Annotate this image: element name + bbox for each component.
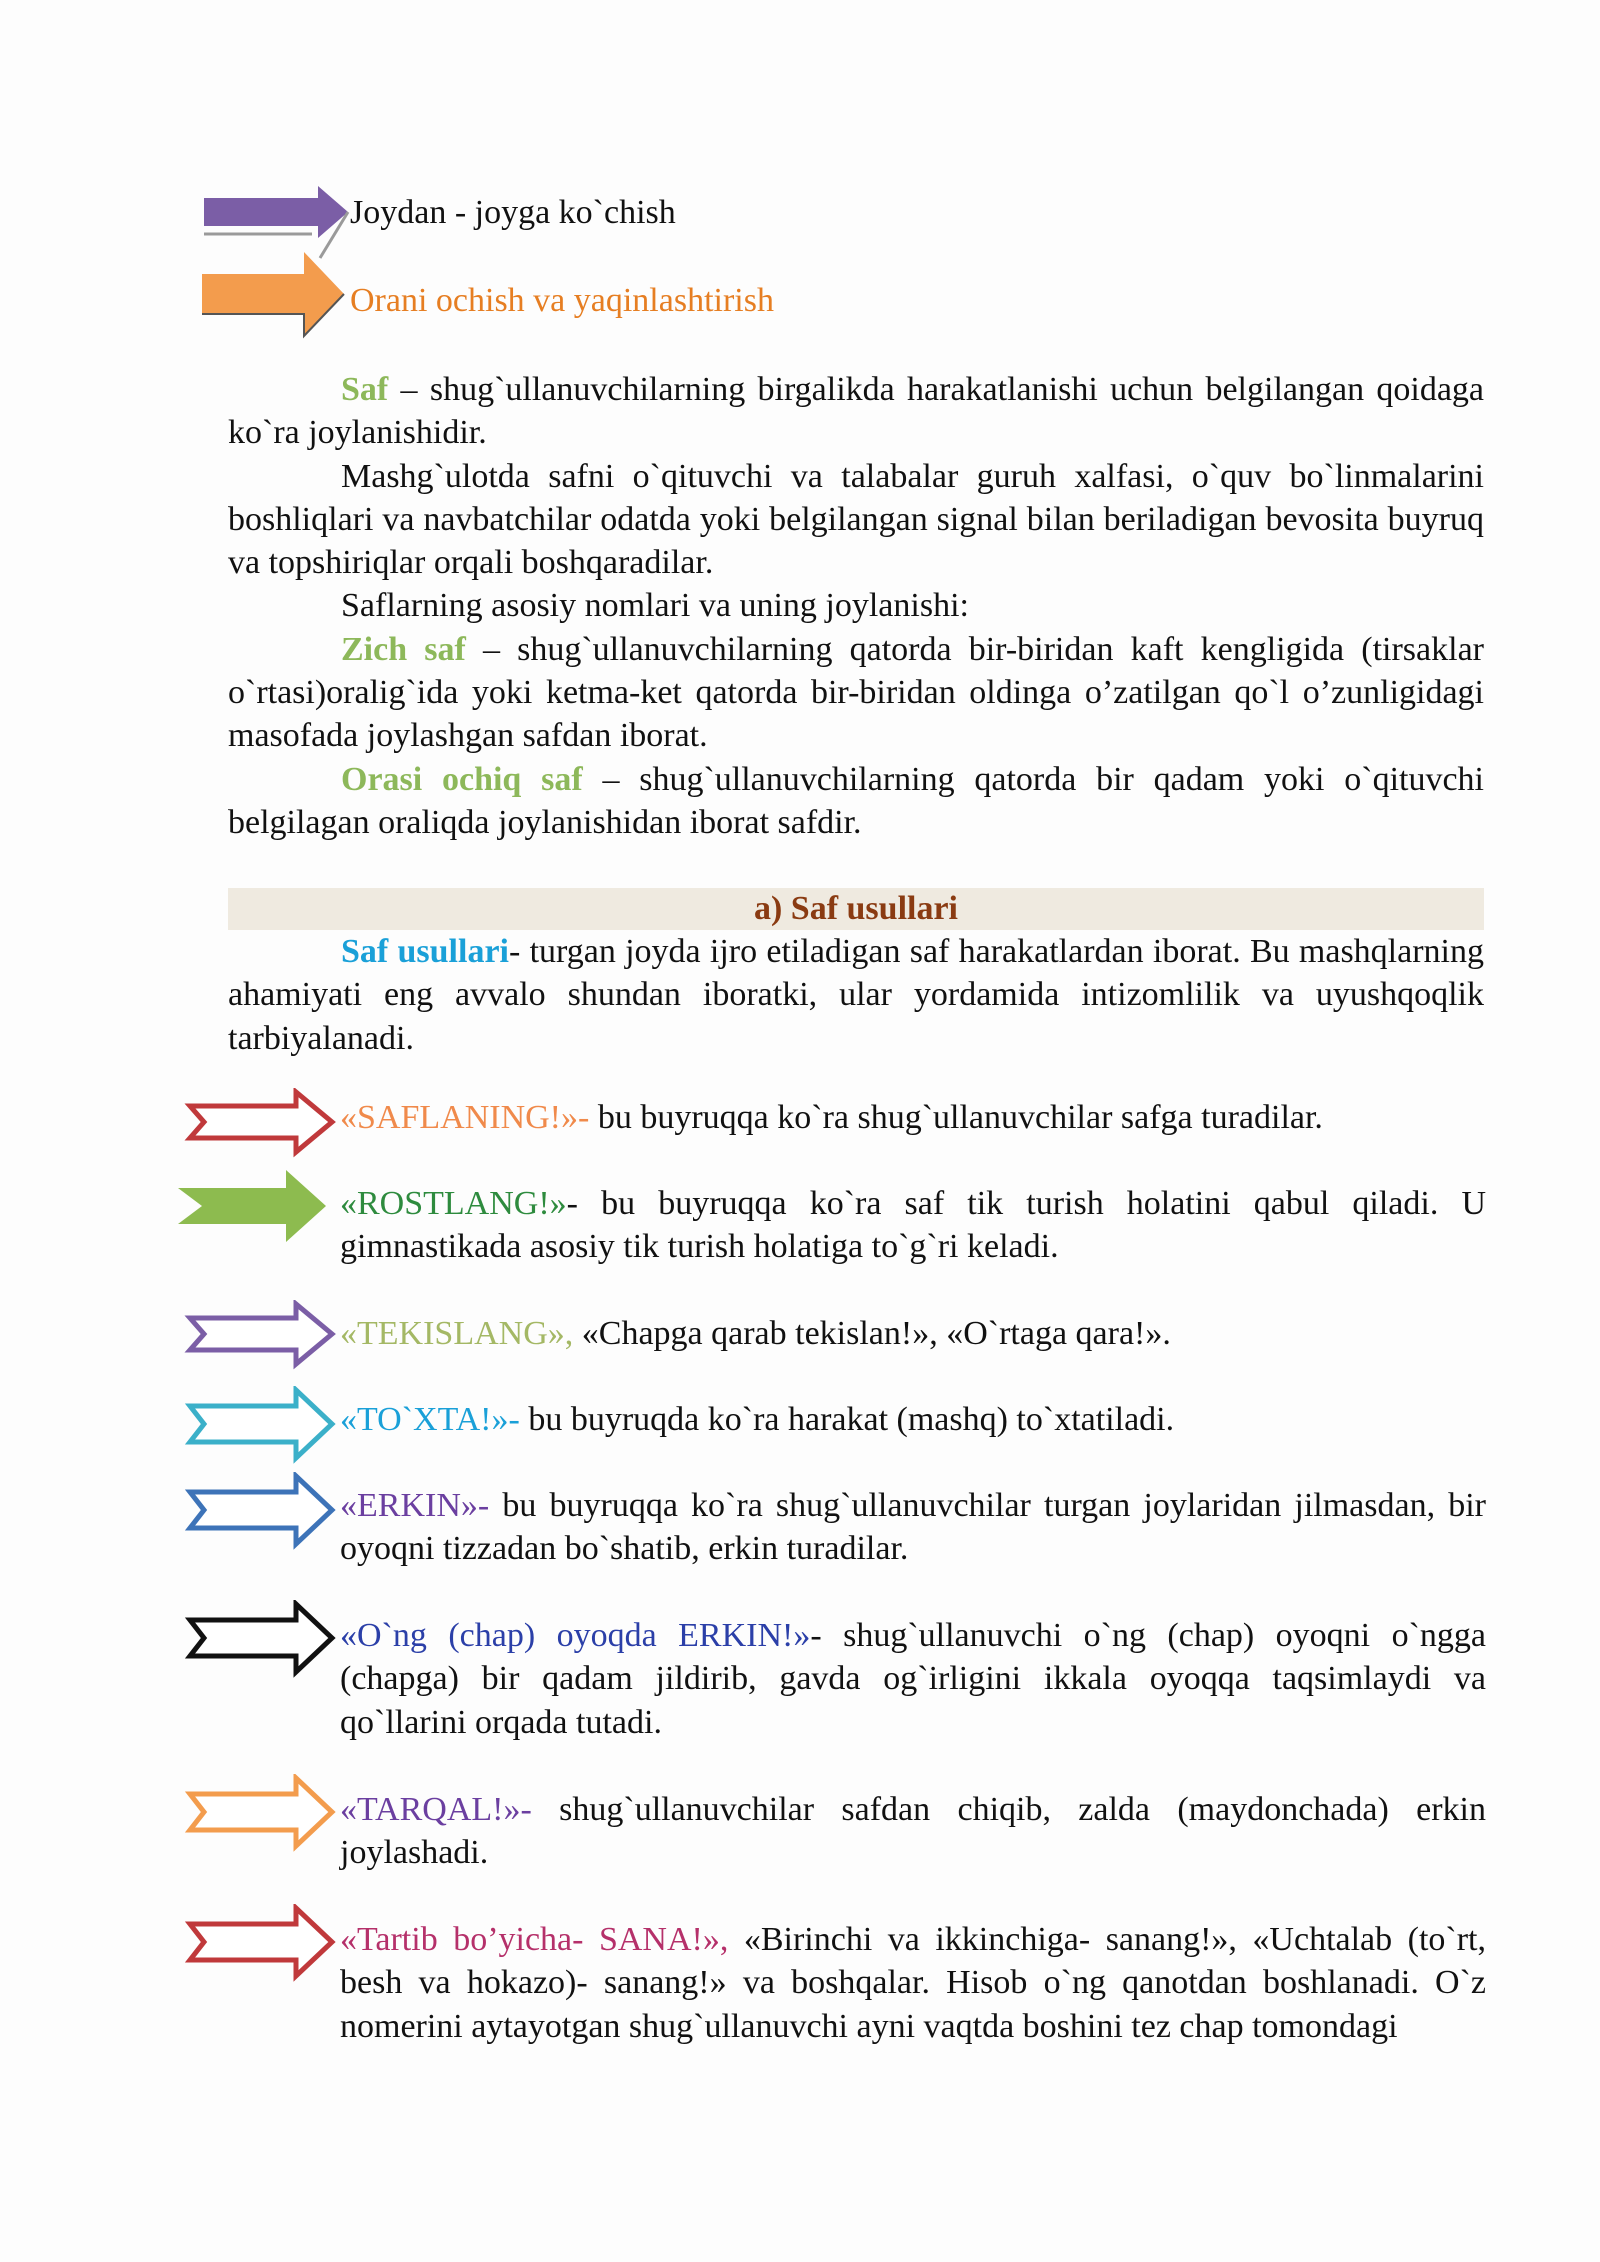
command-text xyxy=(340,1484,1486,1571)
red-outline-arrow-icon-2 xyxy=(176,1904,336,1984)
command-label: «TARQAL!»- xyxy=(340,1791,532,1828)
teal-outline-arrow-icon xyxy=(176,1386,336,1466)
command-description: bu buyruqqa ko`ra shug`ullanuvchilar safga turadilar. xyxy=(589,1099,1323,1136)
section-intro xyxy=(228,930,1484,1060)
black-outline-arrow-icon xyxy=(176,1600,336,1680)
command-item-toxta xyxy=(176,1398,1486,1498)
command-item-tartib-sana xyxy=(176,1918,1486,2058)
paragraph-saf-definition xyxy=(228,368,1484,455)
command-item-erkin xyxy=(176,1484,1486,1584)
command-description: - shug`ullanuvchi o`ng (chap) oyoqni o`ngga (chapga) bir qadam jildirib, gavda og`irligini ikkala oyoqqa taqsimlaydi va qo`llarini orqada tutadi. xyxy=(340,1617,1486,1741)
term-saf: Saf xyxy=(341,371,389,408)
command-text xyxy=(340,1312,1486,1355)
command-description: shug`ullanuvchilar safdan chiqib, zalda (maydonchada) erkin joylashadi. xyxy=(340,1791,1486,1872)
purple-outline-arrow-icon xyxy=(176,1300,336,1370)
paragraph-text: - turgan joyda ijro etiladigan saf harakatlardan iborat. Bu mashqlarning ahamiyati eng avvalo shundan iboratki, ular yordamida intizomlilik va uyushqoqlik tarbiyalanadi. xyxy=(228,933,1484,1057)
command-text xyxy=(340,1918,1486,2048)
command-description: «Birinchi va ikkinchiga- sanang!», «Uchtalab (to`rt, besh va hokazo)- sanang!» va boshqalar. Hisob o`ng qanotdan boshlanadi. O`z nomerini aytayotgan shug`ullanuvchi ayni vaqtda boshini tez chap tomondagi xyxy=(340,1921,1486,2045)
command-item-rostlang xyxy=(176,1182,1486,1282)
command-description: «Chapga qarab tekislan!», «O`rtaga qara!». xyxy=(573,1315,1171,1352)
orange-outline-arrow-icon xyxy=(176,1774,336,1854)
command-description: bu buyruqqa ko`ra shug`ullanuvchilar turgan joylaridan jilmasdan, bir oyoqni tizzadan bo`shatib, erkin turadilar. xyxy=(340,1487,1486,1568)
heading-moving-place: Joydan - joyga ko`chish xyxy=(350,194,676,231)
command-text xyxy=(340,1788,1486,1875)
command-text xyxy=(340,1398,1486,1441)
command-text xyxy=(340,1096,1486,1139)
term-zich-saf: Zich saf xyxy=(341,630,466,668)
command-item-saflaning xyxy=(176,1096,1486,1196)
command-label: «O`ng (chap) oyoqda ERKIN!» xyxy=(340,1617,811,1654)
orange-arrow-icon xyxy=(200,246,350,346)
blue-outline-arrow-icon xyxy=(176,1472,336,1552)
command-text xyxy=(340,1614,1486,1744)
term-orasi-ochiq-saf: Orasi ochiq saf xyxy=(341,760,583,798)
section-title: a) Saf usullari xyxy=(228,888,1484,930)
paragraph-text: – shug`ullanuvchilarning qatorda bir-biridan kaft kengligida (tirsaklar o`rtasi)oralig`ida yoki ketma-ket qatorda bir-biridan oldinga o’zatilgan qo`l o’zunligidagi masofada joylashgan safdan iborat. xyxy=(228,630,1484,755)
heading-row-2 xyxy=(200,246,1400,336)
paragraph-management: Mashg`ulotda safni o`qituvchi va talabalar guruh xalfasi, o`quv bo`linmalarini boshliqlari va navbatchilar odatda yoki belgilangan signal bilan beriladigan bevosita buyruq va topshiriqlar orqali boshqaradilar. xyxy=(228,457,1484,582)
command-item-tarqal xyxy=(176,1788,1486,1888)
paragraph-zich-saf xyxy=(228,628,1484,758)
command-label: «Tartib bo’yicha- SANA!», xyxy=(340,1921,729,1958)
command-label: «SAFLANING!»- xyxy=(340,1099,590,1136)
command-label: «TEKISLANG», xyxy=(340,1315,574,1352)
command-item-ong-chap-erkin xyxy=(176,1614,1486,1741)
command-label: «ROSTLANG!» xyxy=(340,1185,567,1222)
command-item-tekislang xyxy=(176,1312,1486,1412)
paragraph-orasi-ochiq-saf xyxy=(228,758,1484,845)
red-outline-arrow-icon xyxy=(176,1088,336,1158)
command-description: bu buyruqda ko`ra harakat (mashq) to`xtatiladi. xyxy=(519,1401,1175,1438)
green-arrow-icon xyxy=(176,1166,336,1246)
command-label: «ERKIN»- xyxy=(340,1487,490,1524)
paragraph-text: – shug`ullanuvchilarning qatorda bir qadam yoki o`qituvchi belgilagan oraliqda joylanishidan iborat safdir. xyxy=(228,760,1484,841)
paragraph-text: – shug`ullanuvchilarning birgalikda harakatlanishi uchun belgilangan qoidaga ko`ra joylanishidir. xyxy=(228,371,1484,452)
paragraph-saf-usullari xyxy=(228,930,1484,1060)
command-text xyxy=(340,1182,1486,1269)
intro-text xyxy=(228,368,1484,844)
heading-open-close: Orani ochish va yaqinlashtirish xyxy=(350,282,774,319)
term-saf-usullari: Saf usullari xyxy=(341,933,509,970)
command-label: «TO`XTA!»- xyxy=(340,1401,520,1438)
paragraph-saf-names: Saflarning asosiy nomlari va uning joylanishi: xyxy=(341,587,969,625)
command-description: - bu buyruqqa ko`ra saf tik turish holatini qabul qiladi. U gimnastikada asosiy tik turish holatiga to`g`ri keladi. xyxy=(340,1185,1486,1266)
